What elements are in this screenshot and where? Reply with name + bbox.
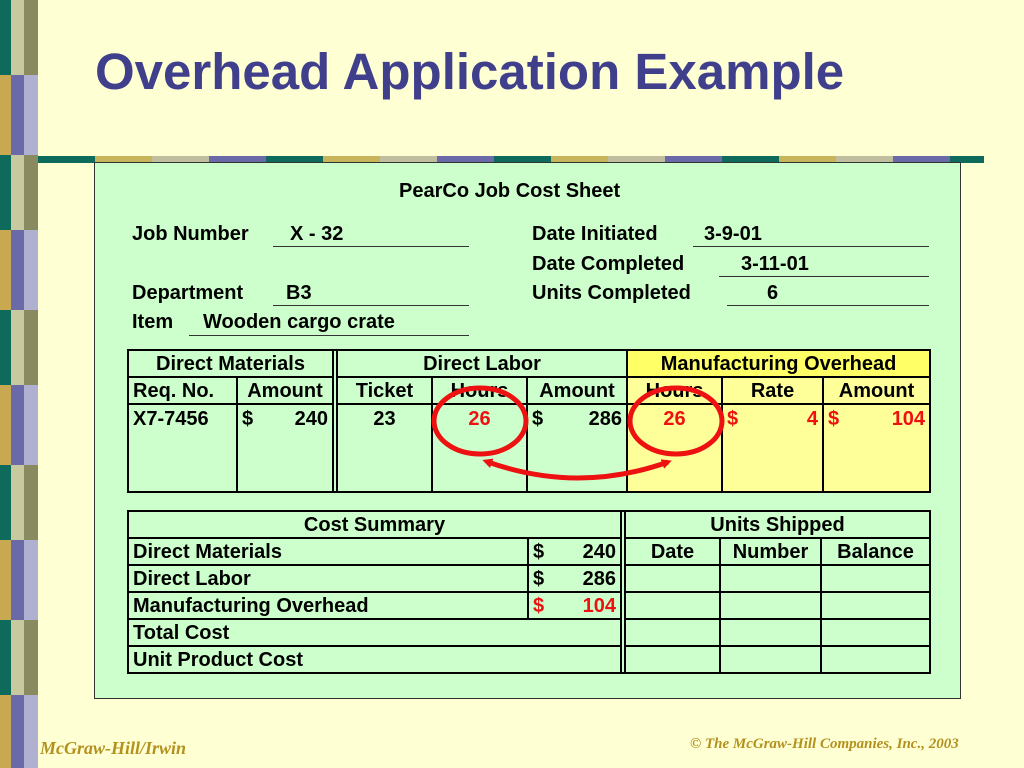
item-label: Item	[132, 311, 174, 333]
shipped-balance-header: Balance	[821, 538, 930, 565]
overhead-group-header: Manufacturing Overhead	[627, 350, 930, 377]
job-number-label: Job Number	[132, 223, 249, 245]
units-completed-label: Units Completed	[532, 282, 691, 304]
shipped-number-header: Number	[720, 538, 821, 565]
job-number-value: X - 32	[290, 223, 344, 245]
date-initiated-value: 3-9-01	[704, 223, 762, 245]
units-shipped-header: Units Shipped	[625, 511, 930, 538]
summary-amount-value: 240	[582, 540, 616, 563]
publisher-footer: McGraw-Hill/Irwin	[40, 738, 187, 758]
summary-amount-value: 104	[582, 594, 616, 617]
sheet-title: PearCo Job Cost Sheet	[399, 180, 621, 202]
ticket-header: Ticket	[337, 377, 432, 404]
req-no-cell: X7-7456	[128, 404, 237, 492]
summary-currency: $	[533, 567, 545, 590]
req-no-header: Req. No.	[128, 377, 237, 404]
dl-amount-value: 286	[588, 408, 623, 430]
oh-hours-header: Hours	[627, 377, 722, 404]
summary-currency: $	[533, 540, 545, 563]
summary-amount-value: 286	[582, 567, 616, 590]
summary-row-label: Unit Product Cost	[128, 646, 621, 673]
dm-currency: $	[242, 408, 254, 430]
oh-amount-value: 104	[891, 408, 926, 430]
direct-materials-group-header: Direct Materials	[128, 350, 333, 377]
dl-currency: $	[532, 408, 544, 430]
dl-amount-header: Amount	[527, 377, 627, 404]
oh-currency: $	[828, 408, 840, 430]
dl-hours-cell: 26	[432, 404, 527, 492]
summary-row-label: Manufacturing Overhead	[128, 592, 528, 619]
ticket-cell: 23	[337, 404, 432, 492]
oh-amount-header: Amount	[823, 377, 930, 404]
shipped-date-header: Date	[625, 538, 720, 565]
date-completed-label: Date Completed	[532, 253, 685, 275]
summary-currency: $	[533, 594, 545, 617]
hours-link-arrow	[488, 462, 668, 478]
dm-amount-value: 240	[294, 408, 328, 430]
rate-header: Rate	[722, 377, 823, 404]
item-value: Wooden cargo crate	[203, 311, 395, 333]
rate-currency: $	[727, 408, 739, 430]
units-completed-value: 6	[767, 282, 779, 304]
date-completed-value: 3-11-01	[741, 253, 809, 275]
summary-row-label: Total Cost	[128, 619, 621, 646]
department-label: Department	[132, 282, 244, 304]
dl-hours-header: Hours	[432, 377, 527, 404]
oh-hours-cell: 26	[627, 404, 722, 492]
oh-hours-highlight-circle	[630, 388, 722, 454]
copyright-footer: © The McGraw-Hill Companies, Inc., 2003	[690, 736, 959, 752]
dm-amount-header: Amount	[237, 377, 333, 404]
department-value: B3	[286, 282, 312, 304]
summary-row-label: Direct Labor	[128, 565, 528, 592]
direct-labor-group-header: Direct Labor	[337, 350, 627, 377]
rate-value: 4	[806, 408, 819, 430]
cost-summary-header: Cost Summary	[128, 511, 621, 538]
summary-row-label: Direct Materials	[128, 538, 528, 565]
dl-hours-highlight-circle	[434, 388, 526, 454]
slide-title: Overhead Application Example	[95, 43, 845, 100]
date-initiated-label: Date Initiated	[532, 223, 658, 245]
